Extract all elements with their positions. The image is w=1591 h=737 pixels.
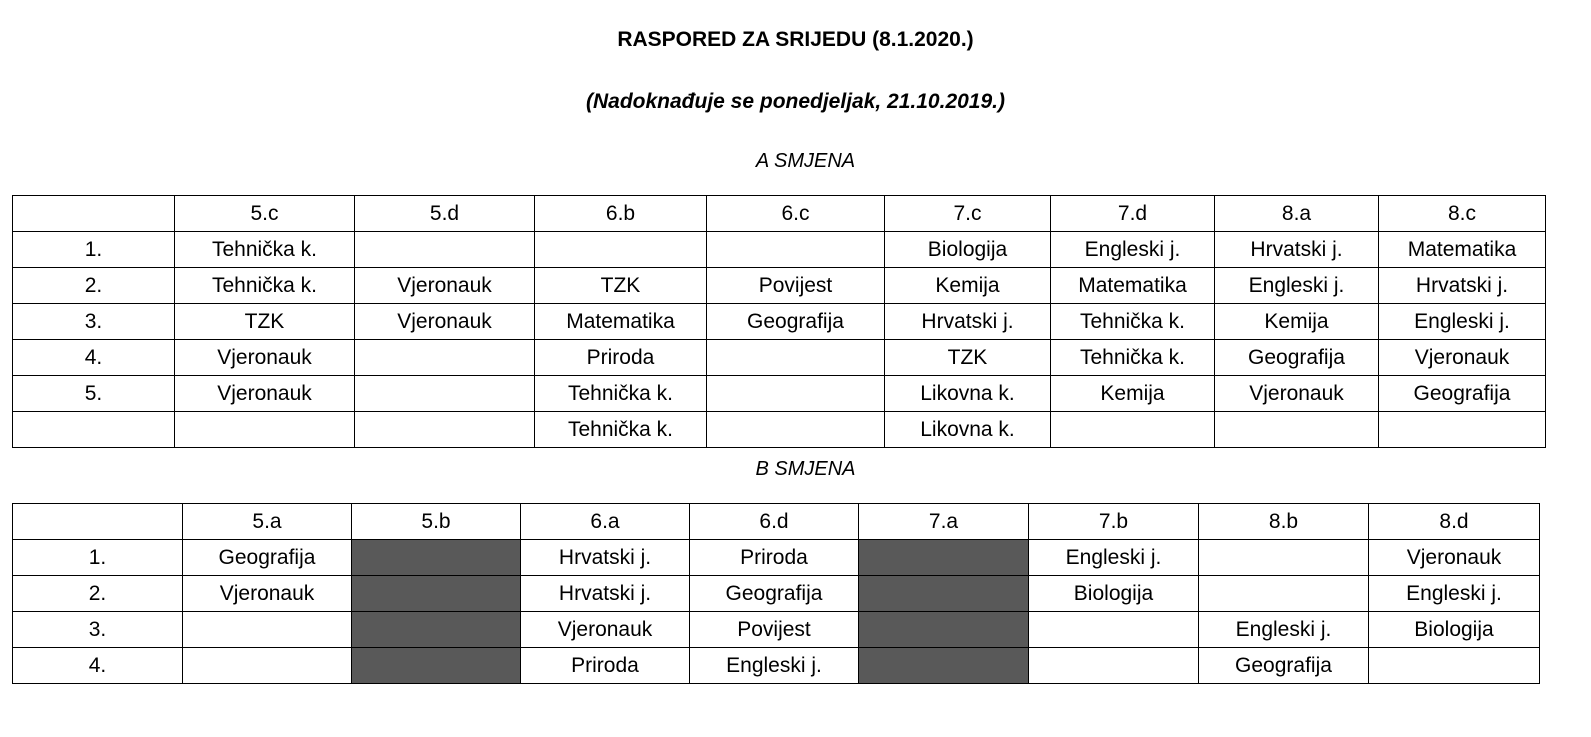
shift-a-table: [12, 195, 1546, 448]
shift-a-class-header: 7.c: [885, 196, 1051, 232]
shift-a-period-number: 3.: [13, 304, 175, 340]
shift-a-subject-cell: Tehnička k.: [535, 412, 707, 448]
shift-b-subject-cell: Engleski j.: [1369, 576, 1540, 612]
shift-a-corner-cell: [13, 196, 175, 232]
shift-b-subject-cell: Biologija: [1369, 612, 1540, 648]
shift-a-subject-cell: Hrvatski j.: [885, 304, 1051, 340]
shift-b-subject-cell: Vjeronauk: [521, 612, 690, 648]
shift-a-subject-cell: Likovna k.: [885, 412, 1051, 448]
shift-b-subject-cell: Engleski j.: [690, 648, 859, 684]
shift-a-subject-cell: TZK: [535, 268, 707, 304]
shift-a-subject-cell: Kemija: [1215, 304, 1379, 340]
shift-b-subject-cell: Hrvatski j.: [521, 540, 690, 576]
shift-b-class-header: 6.d: [690, 504, 859, 540]
shift-b-subject-cell: Biologija: [1029, 576, 1199, 612]
shift-b-subject-cell: Priroda: [690, 540, 859, 576]
shift-b-subject-cell: [352, 540, 521, 576]
shift-a-subject-cell: Vjeronauk: [175, 376, 355, 412]
shift-a-subject-cell: Vjeronauk: [355, 268, 535, 304]
shift-b-subject-cell: [1369, 648, 1540, 684]
shift-b-subject-cell: [352, 648, 521, 684]
shift-b-period-number: 2.: [13, 576, 183, 612]
shift-a-subject-cell: [175, 412, 355, 448]
shift-a-subject-cell: Engleski j.: [1215, 268, 1379, 304]
shift-b-subject-cell: Geografija: [1199, 648, 1369, 684]
shift-b-subject-cell: [352, 576, 521, 612]
shift-b-label: B SMJENA: [755, 458, 856, 480]
shift-a-subject-cell: [707, 232, 885, 268]
shift-a-subject-cell: [707, 376, 885, 412]
shift-a-subject-cell: Povijest: [707, 268, 885, 304]
shift-a-subject-cell: Tehnička k.: [535, 376, 707, 412]
shift-b-table-row: [13, 540, 1540, 576]
shift-b-subject-cell: Povijest: [690, 612, 859, 648]
shift-b-subject-cell: Vjeronauk: [1369, 540, 1540, 576]
shift-a-subject-cell: Kemija: [1051, 376, 1215, 412]
shift-b-subject-cell: [1029, 648, 1199, 684]
shift-b-class-header: 7.b: [1029, 504, 1199, 540]
shift-b-subject-cell: Engleski j.: [1199, 612, 1369, 648]
shift-b-subject-cell: Hrvatski j.: [521, 576, 690, 612]
shift-a-subject-cell: Geografija: [1215, 340, 1379, 376]
shift-a-class-header: 6.c: [707, 196, 885, 232]
shift-b-table-row: [13, 648, 1540, 684]
shift-a-table-row: [13, 268, 1546, 304]
shift-a-subject-cell: Vjeronauk: [175, 340, 355, 376]
shift-b-table-row: [13, 576, 1540, 612]
shift-a-subject-cell: TZK: [885, 340, 1051, 376]
shift-a-subject-cell: Vjeronauk: [355, 304, 535, 340]
shift-b-class-header: 7.a: [859, 504, 1029, 540]
shift-a-period-number: 5.: [13, 376, 175, 412]
shift-a-subject-cell: Tehnička k.: [1051, 304, 1215, 340]
shift-a-period-number: [13, 412, 175, 448]
shift-a-subject-cell: Kemija: [885, 268, 1051, 304]
shift-b-subject-cell: Geografija: [183, 540, 352, 576]
shift-a-table-row: [13, 304, 1546, 340]
page-subtitle: (Nadoknađuje se ponedjeljak, 21.10.2019.): [585, 90, 1005, 113]
shift-b-class-header: 6.a: [521, 504, 690, 540]
shift-a-label: A SMJENA: [755, 150, 856, 172]
shift-b-class-header: 8.d: [1369, 504, 1540, 540]
shift-a-subject-cell: Priroda: [535, 340, 707, 376]
shift-b-table-row: [13, 612, 1540, 648]
shift-a-table-row: [13, 412, 1546, 448]
shift-a-subject-cell: Geografija: [707, 304, 885, 340]
shift-a-subject-cell: [1051, 412, 1215, 448]
shift-a-subject-cell: [707, 412, 885, 448]
shift-b-subject-cell: [183, 612, 352, 648]
shift-b-header-row: [13, 504, 1540, 540]
shift-a-subject-cell: Hrvatski j.: [1379, 268, 1546, 304]
shift-a-subject-cell: Matematika: [535, 304, 707, 340]
shift-b-subject-cell: [1199, 540, 1369, 576]
shift-a-class-header: 5.d: [355, 196, 535, 232]
shift-b-body: [13, 504, 1540, 684]
shift-a-class-header: 7.d: [1051, 196, 1215, 232]
shift-a-subject-cell: Hrvatski j.: [1215, 232, 1379, 268]
shift-b-subject-cell: Priroda: [521, 648, 690, 684]
shift-a-subject-cell: Tehnička k.: [175, 232, 355, 268]
shift-b-class-header: 5.a: [183, 504, 352, 540]
shift-a-subject-cell: Engleski j.: [1051, 232, 1215, 268]
shift-b-period-number: 1.: [13, 540, 183, 576]
shift-a-header-row: [13, 196, 1546, 232]
shift-a-class-header: 6.b: [535, 196, 707, 232]
shift-a-period-number: 2.: [13, 268, 175, 304]
shift-b-subject-cell: [859, 648, 1029, 684]
shift-a-subject-cell: Vjeronauk: [1379, 340, 1546, 376]
shift-b-class-header: 5.b: [352, 504, 521, 540]
shift-b-subject-cell: [859, 612, 1029, 648]
shift-a-class-header: 5.c: [175, 196, 355, 232]
shift-a-class-header: 8.c: [1379, 196, 1546, 232]
shift-a-subject-cell: [707, 340, 885, 376]
shift-a-subject-cell: [1215, 412, 1379, 448]
shift-a-subject-cell: Vjeronauk: [1215, 376, 1379, 412]
shift-a-table-row: [13, 232, 1546, 268]
shift-a-subject-cell: Biologija: [885, 232, 1051, 268]
shift-a-subject-cell: Geografija: [1379, 376, 1546, 412]
shift-b-subject-cell: [352, 612, 521, 648]
shift-a-subject-cell: Matematika: [1379, 232, 1546, 268]
shift-b-subject-cell: [859, 576, 1029, 612]
page-title: RASPORED ZA SRIJEDU (8.1.2020.): [617, 28, 974, 51]
shift-a-period-number: 1.: [13, 232, 175, 268]
shift-a-class-header: 8.a: [1215, 196, 1379, 232]
shift-b-subject-cell: [859, 540, 1029, 576]
shift-a-subject-cell: [355, 340, 535, 376]
shift-a-subject-cell: [535, 232, 707, 268]
shift-a-subject-cell: [355, 412, 535, 448]
shift-a-subject-cell: Matematika: [1051, 268, 1215, 304]
shift-b-subject-cell: Geografija: [690, 576, 859, 612]
shift-b-subject-cell: [1199, 576, 1369, 612]
shift-b-subject-cell: [1029, 612, 1199, 648]
shift-b-table: [12, 503, 1540, 684]
shift-a-subject-cell: [355, 376, 535, 412]
shift-a-table-row: [13, 376, 1546, 412]
shift-a-table-row: [13, 340, 1546, 376]
shift-a-subject-cell: Likovna k.: [885, 376, 1051, 412]
shift-a-subject-cell: Tehnička k.: [1051, 340, 1215, 376]
shift-a-subject-cell: [355, 232, 535, 268]
shift-a-subject-cell: [1379, 412, 1546, 448]
shift-a-subject-cell: TZK: [175, 304, 355, 340]
shift-a-period-number: 4.: [13, 340, 175, 376]
shift-b-subject-cell: Vjeronauk: [183, 576, 352, 612]
shift-b-corner-cell: [13, 504, 183, 540]
shift-a-subject-cell: Engleski j.: [1379, 304, 1546, 340]
shift-b-period-number: 4.: [13, 648, 183, 684]
shift-b-period-number: 3.: [13, 612, 183, 648]
shift-b-subject-cell: [183, 648, 352, 684]
shift-b-class-header: 8.b: [1199, 504, 1369, 540]
shift-a-subject-cell: Tehnička k.: [175, 268, 355, 304]
shift-b-subject-cell: Engleski j.: [1029, 540, 1199, 576]
shift-a-body: [13, 196, 1546, 448]
